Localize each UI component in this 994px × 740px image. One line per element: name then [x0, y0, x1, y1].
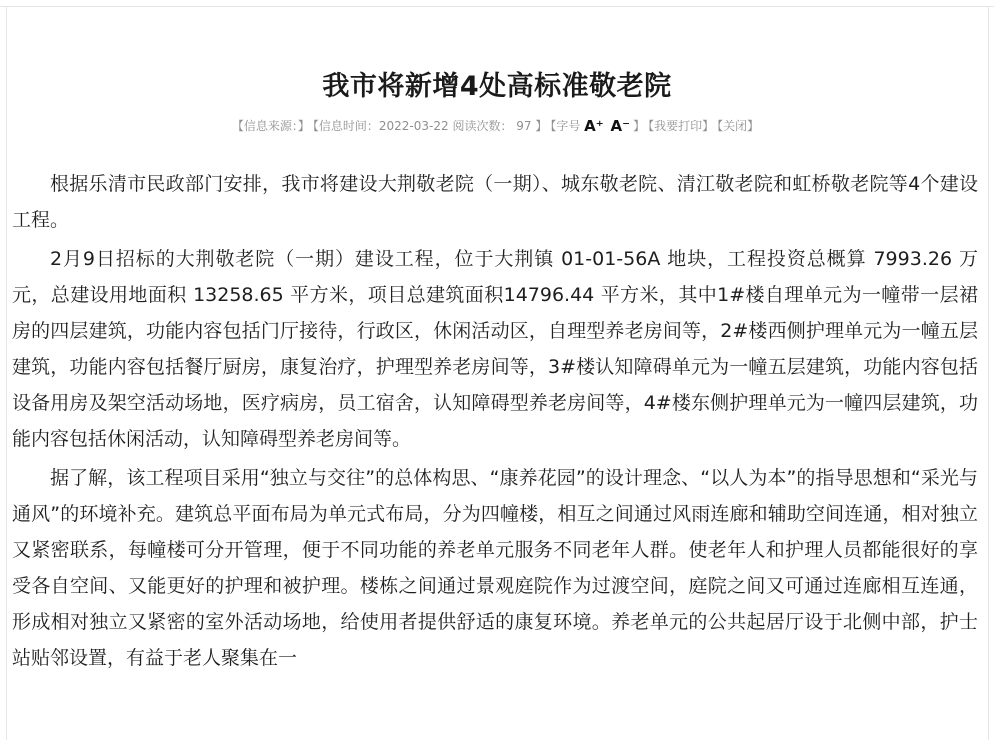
font-decrease-button[interactable]: A⁻	[610, 117, 631, 135]
paragraph-1: 根据乐清市民政部门安排，我市将建设大荆敬老院（一期）、城东敬老院、清江敬老院和虹桥敬老院等4个建设工程。	[12, 173, 978, 231]
font-size-control: 【字号 A⁺ A⁻ 】	[550, 117, 646, 135]
article-meta	[0, 116, 994, 134]
info-time: 【信息时间：2022-03-22 阅读次数： 97 】	[312, 119, 548, 133]
print-link[interactable]: 【我要打印】	[648, 119, 715, 133]
info-source: 【信息来源：】	[231, 119, 310, 133]
article-title: 我市将新增4处高标准敬老院	[322, 71, 672, 102]
font-increase-button[interactable]: A⁺	[584, 117, 604, 135]
close-link[interactable]: 【关闭】	[717, 119, 760, 133]
article-body	[12, 166, 978, 679]
paragraph-3: 据了解，该工程项目采用“独立与交往”的总体构思、“康养花园”的设计理念、“以人为本”的指导思想和“采光与通风”的环境补充。建筑总平面布局为单元式布局，分为四幢楼，相互之间通过风雨连廊和辅助空间连通，相对独立又紧密联系，每幢楼可分开管理，便于不同功能的养老单元服务不同老年人群。使老年人和护理人员都能很好的享受各自空间、又能更好的护理和被护理。楼栋之间通过景观庭院作为过渡空间，庭院之间又可通过连廊相互连通，形成相对独立又紧密的室外活动场地，给使用者提供舒适的康复环境。养老单元的公共起居厅设于北侧中部，护士站贴邻设置，有益于老人聚集在一	[12, 467, 978, 669]
top-border	[0, 0, 994, 7]
paragraph-2: 2月9日招标的大荆敬老院（一期）建设工程，位于大荆镇 01-01-56A 地块，工程投资总概算 7993.26 万元，总建设用地面积 13258.65 平方米，项目总建筑面积14796.44 平方米，其中1#楼自理单元为一幢带一层裙房的四层建筑，功能内容包括门厅接待，行政区，休闲活动区，自理型养老房间等，2#楼西侧护理单元为一幢五层建筑，功能内容包括餐厅厨房，康复治疗，护理型养老房间等，3#楼认知障碍单元为一幢五层建筑，功能内容包括设备用房及架空活动场地，医疗病房，员工宿舍，认知障碍型养老房间等，4#楼东侧护理单元为一幢四层建筑，功能内容包括休闲活动，认知障碍型养老房间等。	[12, 248, 978, 450]
